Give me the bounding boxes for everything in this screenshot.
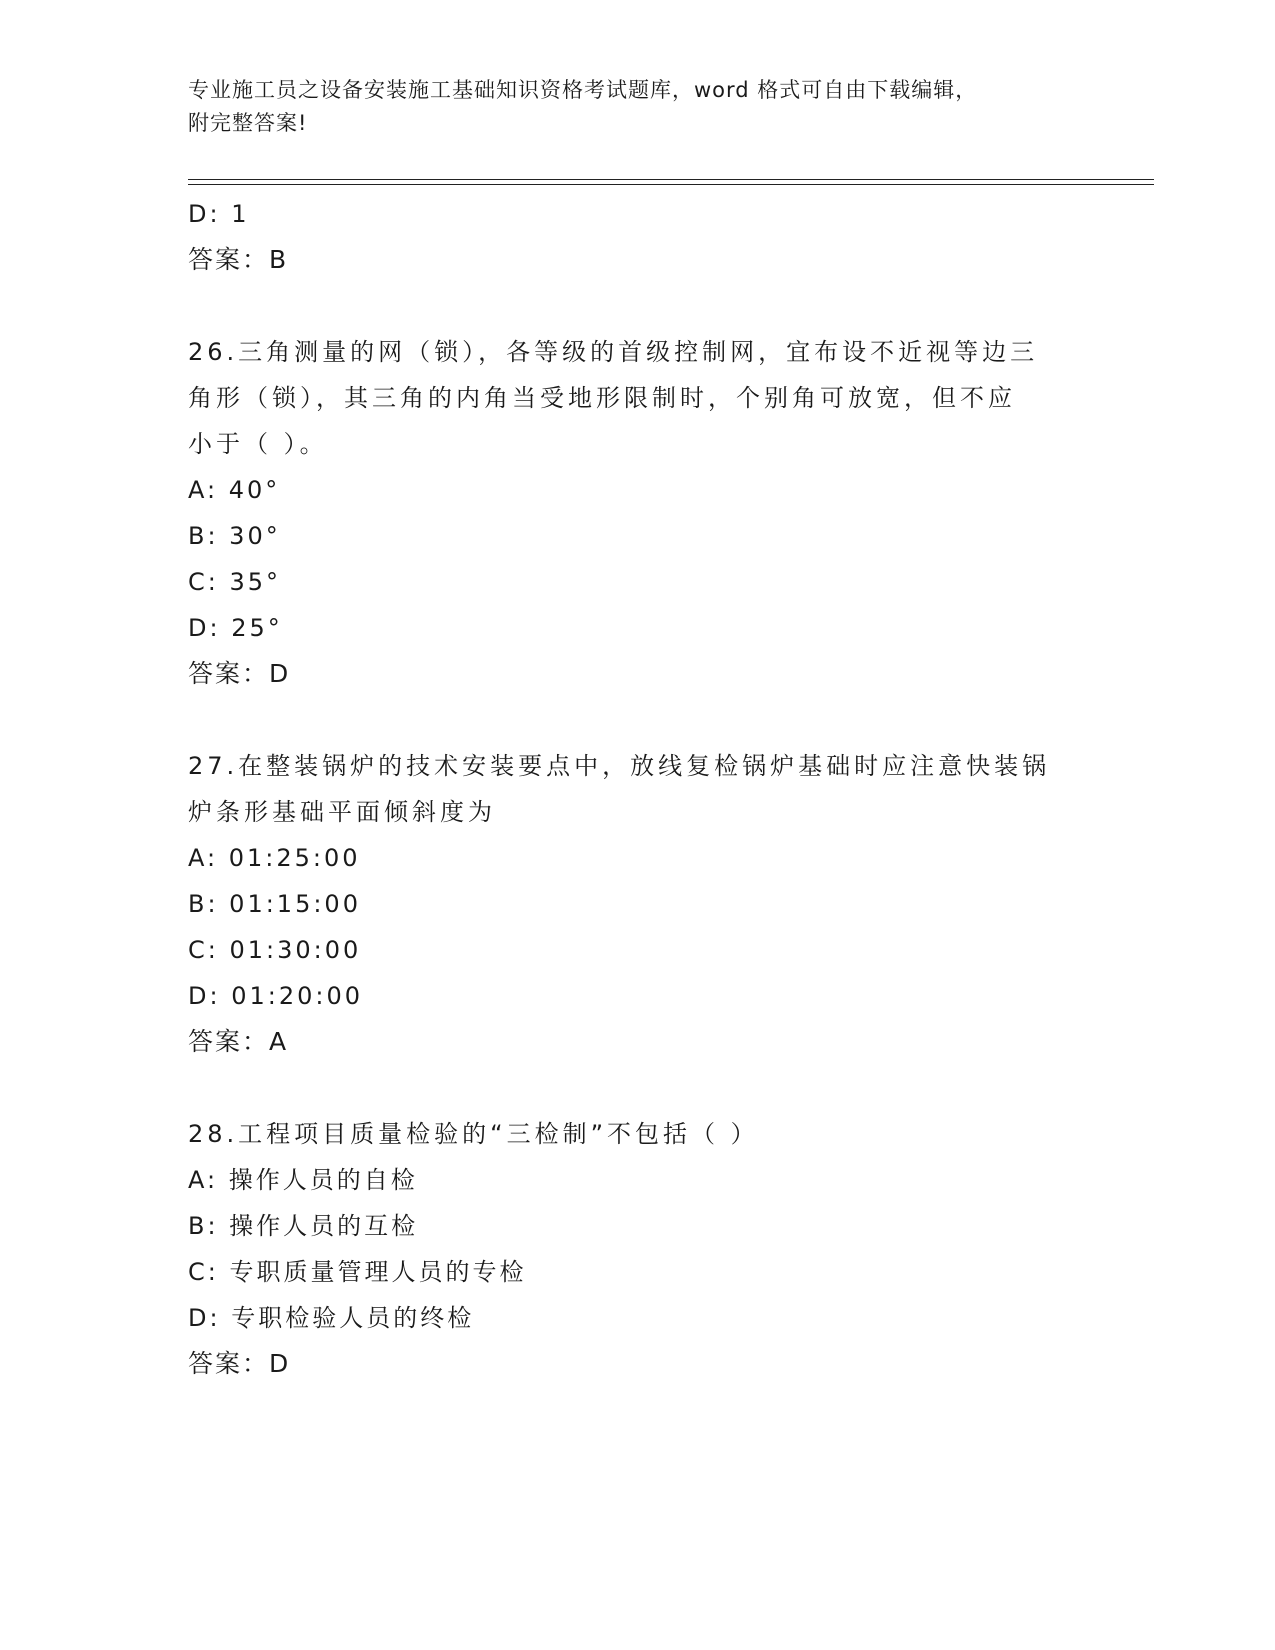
answer: 答案：B: [188, 245, 289, 274]
option-c: C: 专职质量管理人员的专检: [188, 1258, 527, 1286]
header-line-2: 附完整答案!: [188, 111, 308, 135]
spacer: [188, 697, 1088, 743]
question-stem-line: 角形（锁），其三角的内角当受地形限制时，个别角可放宽，但不应: [188, 384, 1016, 412]
question-stem-line: 26.三角测量的网（锁），各等级的首级控制网，宜布设不近视等边三: [188, 338, 1039, 366]
question-stem-line: 炉条形基础平面倾斜度为: [188, 798, 496, 826]
question-stem-line: 小于（ ）。: [188, 430, 328, 458]
page-header: [188, 74, 1088, 140]
prev-question-tail: [188, 191, 1088, 283]
option-d: D: 1: [188, 200, 250, 228]
question-stem-line: 28.工程项目质量检验的“三检制”不包括（ ）: [188, 1120, 759, 1148]
option-d: D: 专职检验人员的终检: [188, 1304, 475, 1332]
answer: 答案：A: [188, 1027, 289, 1056]
option-b: B: 操作人员的互检: [188, 1212, 419, 1240]
option-c: C: 35°: [188, 568, 282, 596]
option-a: A: 40°: [188, 476, 281, 504]
option-a: A: 01:25:00: [188, 844, 361, 872]
question-list: [188, 191, 1088, 1387]
option-a: A: 操作人员的自检: [188, 1166, 418, 1194]
question-27: [188, 743, 1088, 1065]
question-28: [188, 1111, 1088, 1387]
header-divider-top: [188, 179, 1154, 180]
header-line-1: 专业施工员之设备安装施工基础知识资格考试题库，word 格式可自由下载编辑，: [188, 78, 978, 102]
answer: 答案：D: [188, 1349, 291, 1378]
header-divider-bottom: [188, 184, 1154, 185]
question-stem-line: 27.在整装锅炉的技术安装要点中，放线复检锅炉基础时应注意快装锅: [188, 752, 1051, 780]
spacer: [188, 1065, 1088, 1111]
option-c: C: 01:30:00: [188, 936, 362, 964]
spacer: [188, 283, 1088, 329]
option-b: B: 01:15:00: [188, 890, 361, 918]
option-d: D: 25°: [188, 614, 283, 642]
option-b: B: 30°: [188, 522, 281, 550]
question-26: [188, 329, 1088, 697]
option-d: D: 01:20:00: [188, 982, 363, 1010]
answer: 答案：D: [188, 659, 291, 688]
